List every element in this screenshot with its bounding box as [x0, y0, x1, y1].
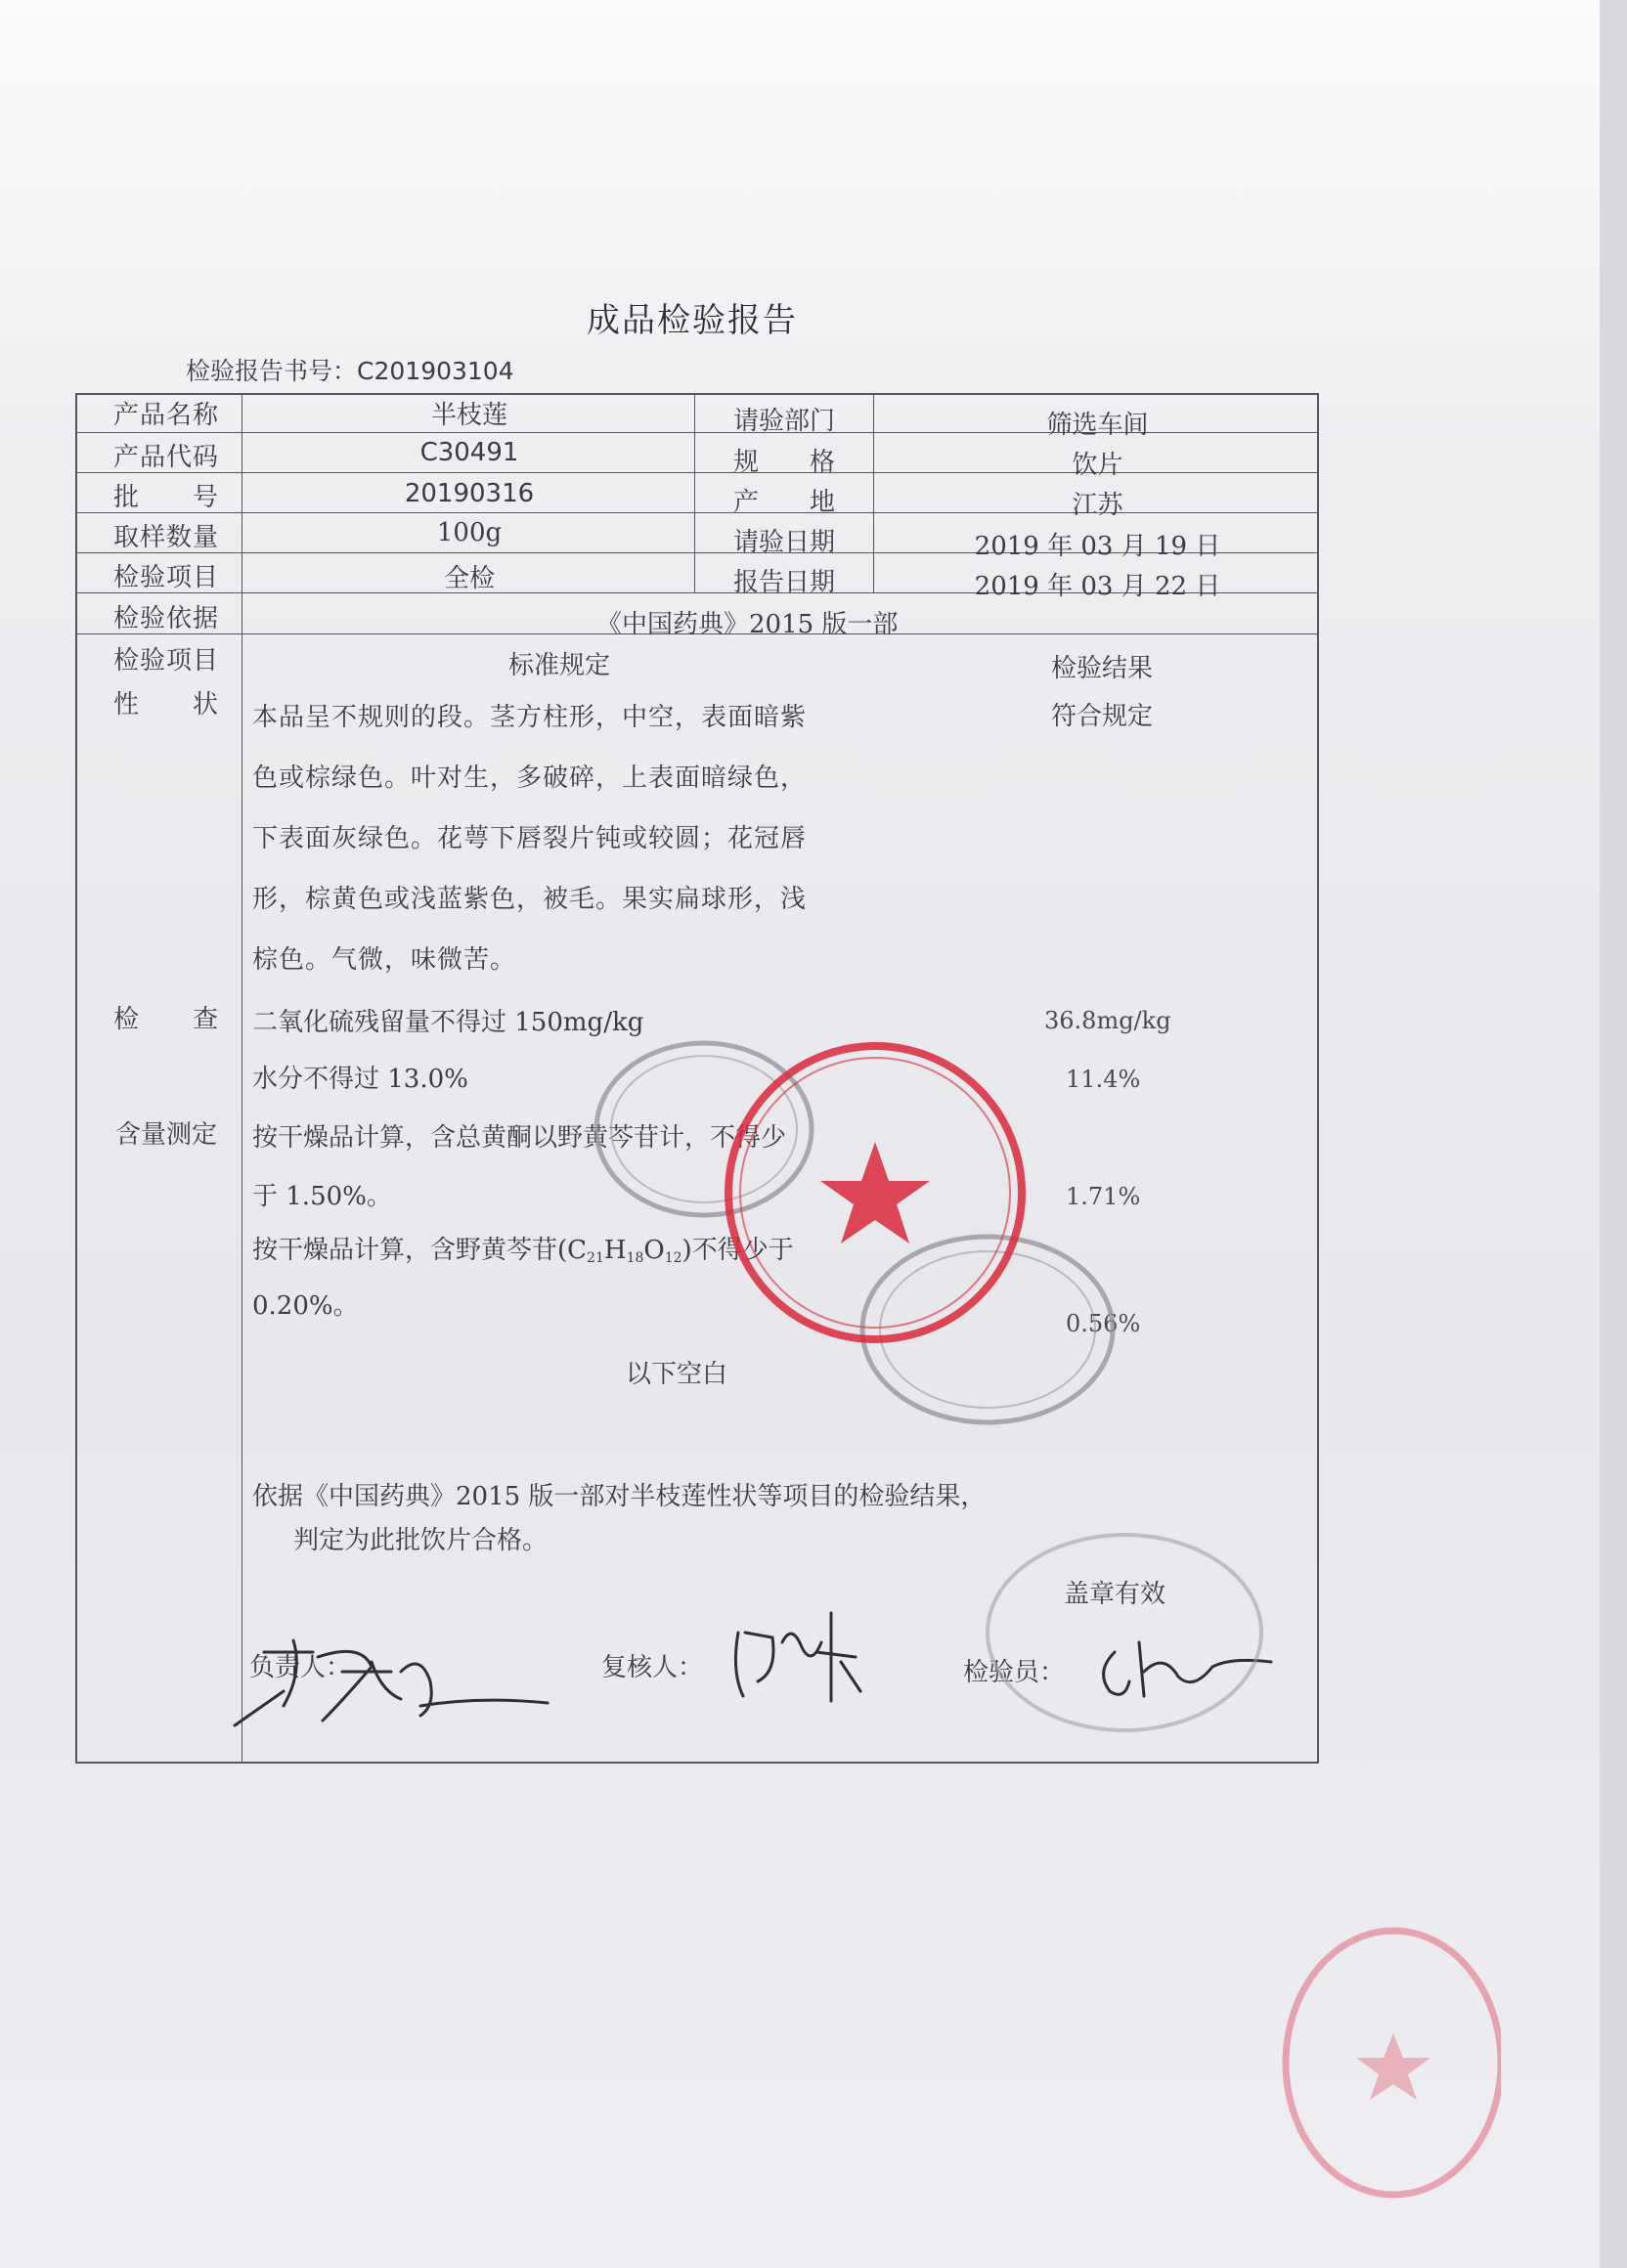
- sample-qty-label: 取样数量: [112, 523, 219, 552]
- gray-round-stamp: [978, 1525, 1271, 1740]
- report-number-label: 检验报告书号：: [186, 357, 358, 385]
- standard-header: 标准规定: [508, 651, 611, 680]
- product-code-value: C30491: [419, 438, 519, 467]
- seal-valid-note: 盖章有效: [1064, 1580, 1166, 1609]
- responsible-label: 负责人：: [249, 1653, 352, 1682]
- assay-item1-line1: 按干燥品计算，含总黄酮以野黄芩苷计，不得少: [252, 1123, 787, 1153]
- request-dept-value: 筛选车间: [1046, 411, 1149, 440]
- assay-item2-result: 0.56%: [1066, 1310, 1141, 1337]
- assay-item2-suffix: )不得少于: [682, 1236, 794, 1265]
- report-date-value: 2019 年 03 月 22 日: [974, 572, 1221, 601]
- character-line: 色或棕绿色。叶对生，多破碎，上表面暗绿色，: [252, 763, 808, 793]
- formula-subscript: 18: [626, 1250, 644, 1266]
- blank-note: 以下空白: [626, 1360, 728, 1389]
- inspector-label: 检验员：: [963, 1658, 1066, 1687]
- spec-value: 饮片: [1072, 451, 1123, 480]
- column-divider: [873, 393, 874, 593]
- so2-result: 36.8mg/kg: [1044, 1007, 1171, 1034]
- basis-label: 检验依据: [112, 604, 219, 633]
- request-date-label: 请验日期: [732, 528, 835, 557]
- report-date-label: 报告日期: [732, 568, 835, 597]
- assay-label: 含量测定: [114, 1120, 217, 1150]
- request-date-value: 2019 年 03 月 19 日: [974, 532, 1221, 561]
- spec-label: 规 格: [732, 448, 835, 477]
- character-line: 下表面灰绿色。花萼下唇裂片钝或较圆；花冠唇: [252, 824, 808, 853]
- formula-subscript: 12: [664, 1250, 682, 1266]
- sample-qty-value: 100g: [436, 518, 503, 547]
- formula-subscript: 21: [587, 1250, 604, 1266]
- moisture-result: 11.4%: [1066, 1066, 1141, 1093]
- moisture-standard: 水分不得过 13.0%: [252, 1065, 468, 1094]
- character-label: 性 状: [112, 690, 219, 720]
- formula-element: O: [643, 1236, 665, 1265]
- assay-item2-line1: [252, 1230, 794, 1266]
- conclusion-line2: 判定为此批饮片合格。: [293, 1526, 549, 1555]
- assay-item2-line2: 0.20%。: [252, 1291, 359, 1321]
- character-line: 形，棕黄色或浅蓝紫色，被毛。果实扁球形，浅: [252, 885, 808, 914]
- conclusion-line1: 依据《中国药典》2015 版一部对半枝莲性状等项目的检验结果，: [252, 1482, 987, 1511]
- character-line: 棕色。气微，味微苦。: [252, 945, 517, 975]
- reviewer-signature: [724, 1603, 880, 1711]
- character-line: 本品呈不规则的段。茎方柱形，中空，表面暗紫: [252, 703, 808, 732]
- product-name-value: 半枝莲: [430, 401, 507, 430]
- inspection-label: 检 查: [112, 1005, 219, 1034]
- product-code-label: 产品代码: [112, 443, 219, 472]
- batch-no-value: 20190316: [404, 479, 535, 508]
- scan-edge: [1600, 0, 1627, 2268]
- assay-item1-result: 1.71%: [1066, 1183, 1141, 1210]
- request-dept-label: 请验部门: [732, 407, 835, 436]
- document-title: 成品检验报告: [587, 301, 798, 340]
- responsible-signature: [225, 1613, 557, 1740]
- character-result: 符合规定: [1051, 702, 1154, 731]
- formula-element: H: [603, 1236, 627, 1265]
- test-scope-value: 全检: [443, 564, 495, 593]
- items-header-label: 检验项目: [112, 646, 219, 676]
- product-name-label: 产品名称: [112, 401, 219, 430]
- company-red-seal: [719, 1036, 1032, 1349]
- origin-value: 江苏: [1072, 491, 1123, 520]
- basis-value: 《中国药典》2015 版一部: [596, 610, 899, 639]
- report-number-value: C201903104: [357, 357, 514, 385]
- report-number: [186, 352, 514, 387]
- pink-round-stamp: [1266, 1916, 1501, 2200]
- test-scope-label: 检验项目: [112, 563, 219, 592]
- assay-item1-line2: 于 1.50%。: [252, 1182, 392, 1211]
- assay-item2-prefix: 按干燥品计算，含野黄芩苷(C: [252, 1236, 588, 1265]
- character-description: [252, 687, 898, 990]
- batch-no-label: 批 号: [112, 483, 219, 512]
- so2-standard: 二氧化硫残留量不得过 150mg/kg: [252, 1008, 644, 1037]
- reviewer-label: 复核人：: [601, 1653, 704, 1682]
- column-divider: [694, 393, 695, 593]
- result-header: 检验结果: [1051, 654, 1154, 683]
- origin-label: 产 地: [732, 488, 835, 517]
